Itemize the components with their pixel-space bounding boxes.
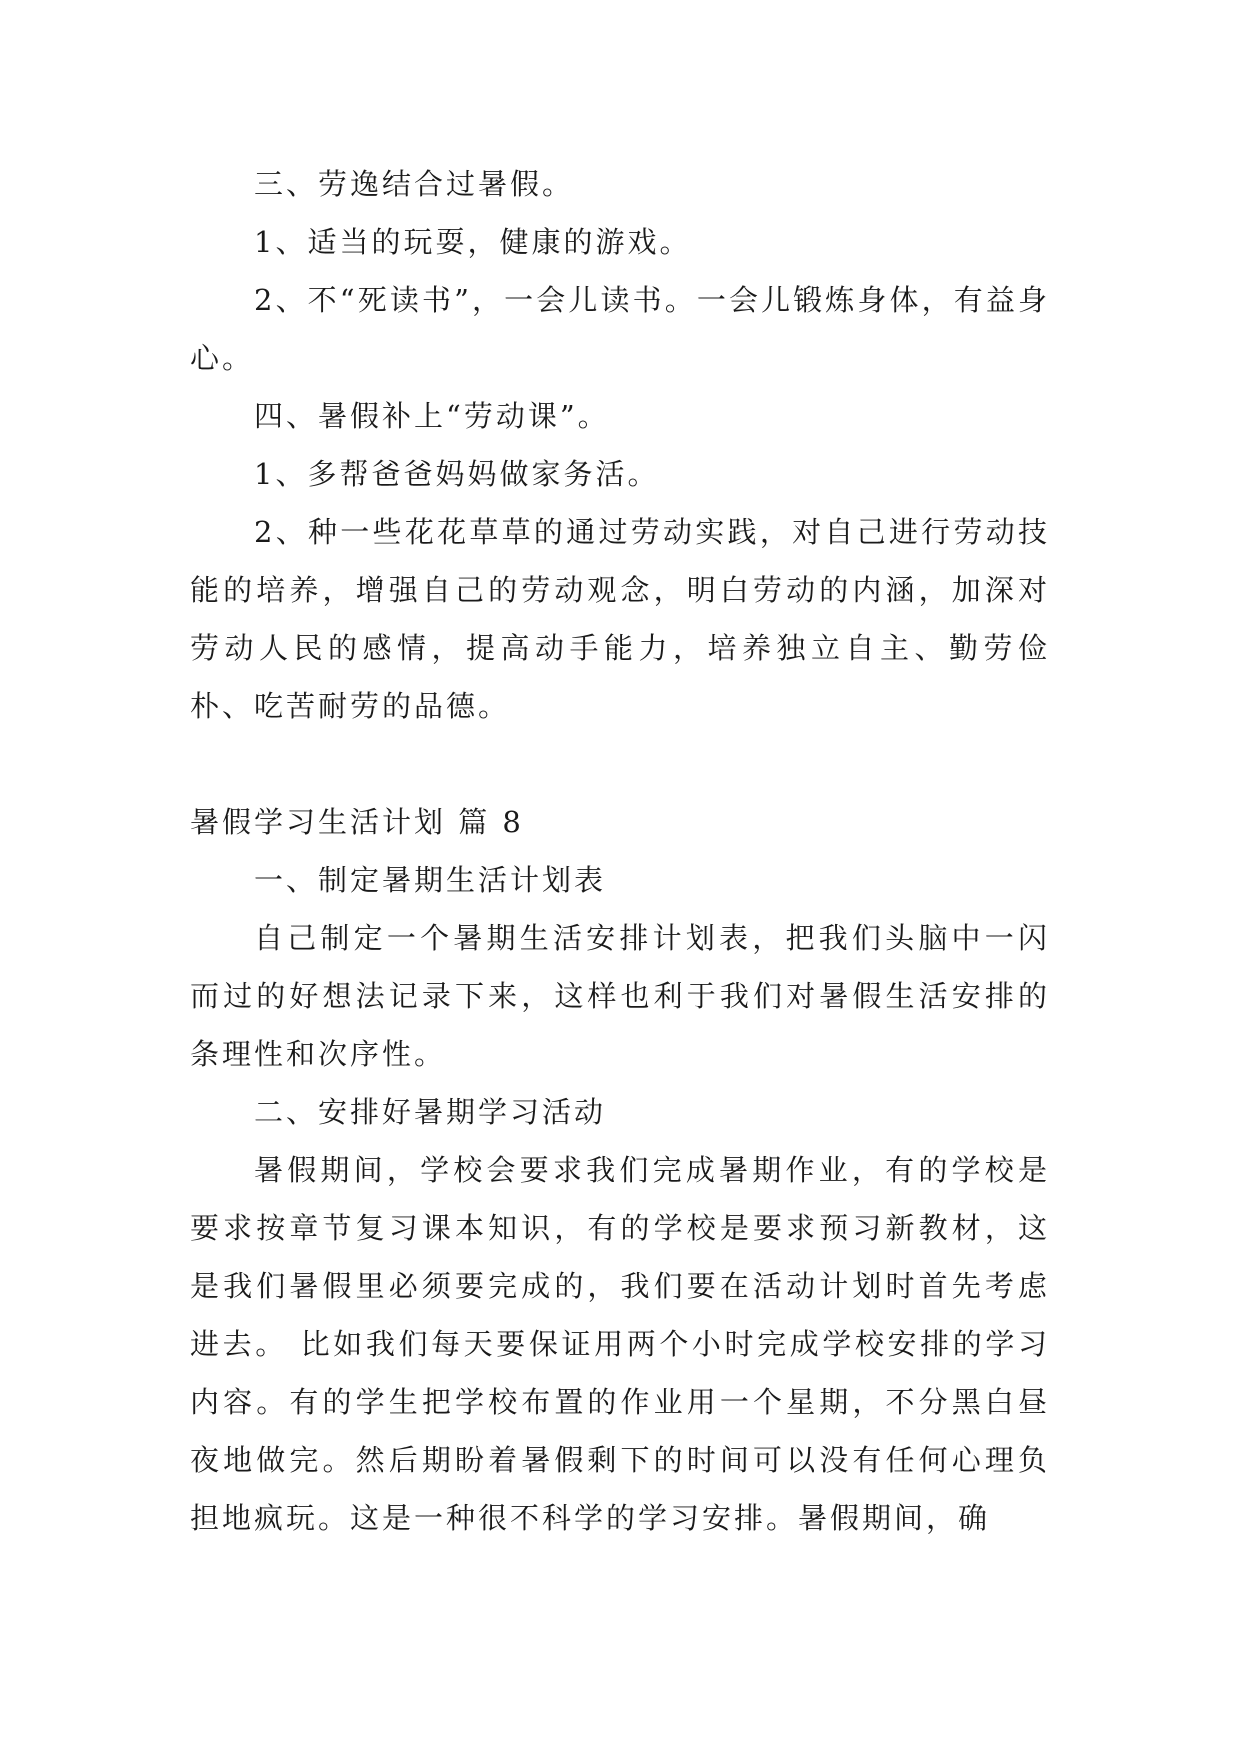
paragraph-heading-4: 四、暑假补上“劳动课”。 [254, 399, 610, 433]
document-body [190, 155, 1050, 1547]
paragraph-heading-1: 一、制定暑期生活计划表 [254, 863, 607, 897]
section-title: 暑假学习生活计划 篇 8 [190, 805, 524, 839]
paragraph-heading-2: 二、安排好暑期学习活动 [254, 1095, 607, 1129]
paragraph-item: 1、适当的玩耍，健康的游戏。 [254, 225, 692, 259]
paragraph-item: 1、多帮爸爸妈妈做家务活。 [254, 457, 660, 491]
paragraph-item: 2、不“死读书”，一会儿读书。一会儿锻炼身体，有益身心。 [190, 283, 1050, 375]
paragraph-heading-3: 三、劳逸结合过暑假。 [254, 167, 575, 201]
paragraph-item: 2、种一些花花草草的通过劳动实践，对自己进行劳动技能的培养，增强自己的劳动观念，明白劳动的内涵，加深对劳动人民的感情，提高动手能力，培养独立自主、勤劳俭朴、吃苦耐劳的品德。 [190, 515, 1050, 723]
paragraph-body: 暑假期间，学校会要求我们完成暑期作业，有的学校是要求按章节复习课本知识，有的学校是要求预习新教材，这是我们暑假里必须要完成的，我们要在活动计划时首先考虑进去。 比如我们每天要保证用两个小时完成学校安排的学习内容。有的学生把学校布置的作业用一个星期，不分黑白昼夜地做完。然后期盼着暑假剩下的时间可以没有任何心理负担地疯玩。这是一种很不科学的学习安排。暑假期间，确 [190, 1153, 1050, 1535]
paragraph-body: 自己制定一个暑期生活安排计划表，把我们头脑中一闪而过的好想法记录下来，这样也利于我们对暑假生活安排的条理性和次序性。 [190, 921, 1050, 1071]
